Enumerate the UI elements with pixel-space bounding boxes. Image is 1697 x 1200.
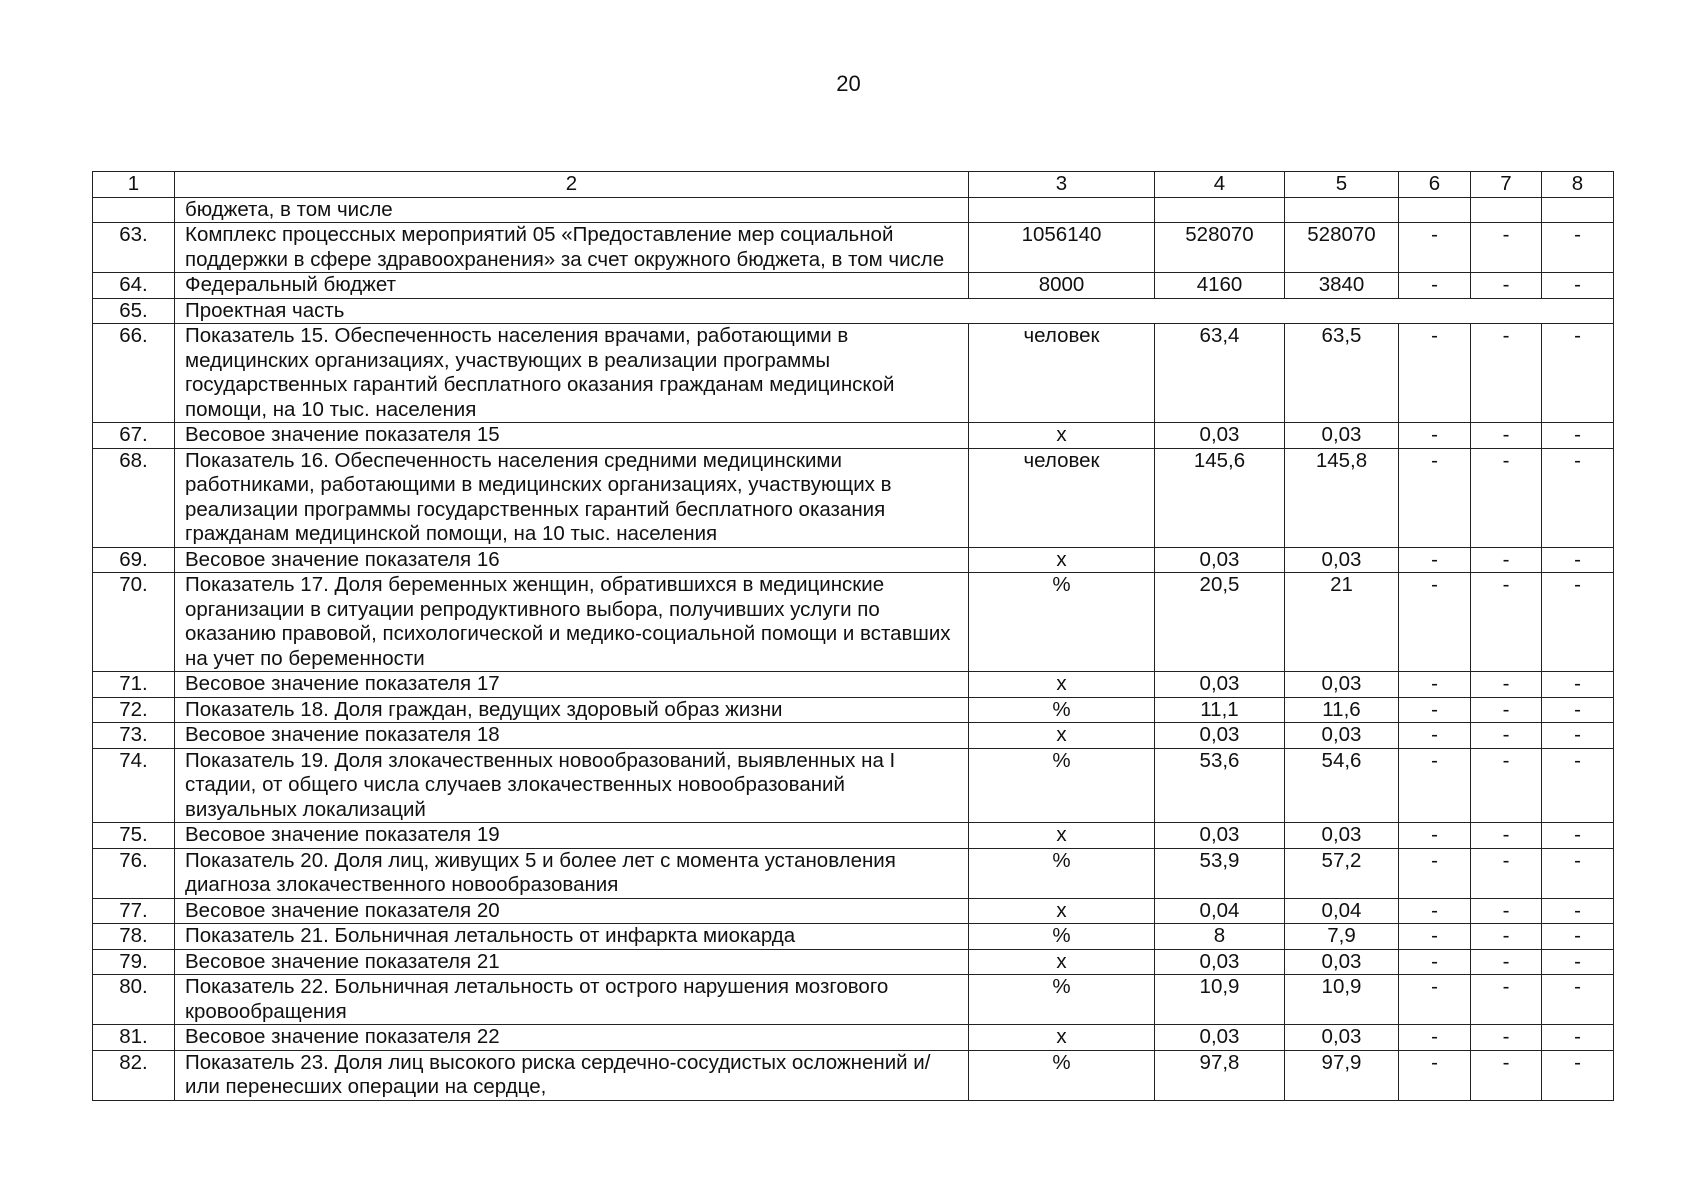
row-number: 82. (93, 1050, 175, 1100)
value-cell: 11,6 (1285, 697, 1399, 723)
value-cell: - (1471, 423, 1542, 449)
unit-cell: х (969, 823, 1155, 849)
unit-cell: человек (969, 448, 1155, 547)
value-cell: - (1399, 848, 1471, 898)
table-row (93, 423, 1614, 449)
value-cell: - (1399, 273, 1471, 299)
value-cell: - (1471, 1050, 1542, 1100)
unit-cell: х (969, 423, 1155, 449)
value-cell: - (1399, 423, 1471, 449)
unit-cell: % (969, 924, 1155, 950)
row-name: Показатель 17. Доля беременных женщин, обратившихся в медицинские организации в ситуации репродуктивного выбора, получивших услуги по оказанию правовой, психологической и медико-социальной помощи и вставших на учет по беременности (175, 573, 969, 672)
unit-cell: 1056140 (969, 223, 1155, 273)
continuation-text: бюджета, в том числе (175, 197, 969, 223)
value-cell: - (1471, 848, 1542, 898)
row-name: Показатель 21. Больничная летальность от инфаркта миокарда (175, 924, 969, 950)
table-row (93, 573, 1614, 672)
value-cell: 97,9 (1285, 1050, 1399, 1100)
table-row (93, 1050, 1614, 1100)
column-number-row (93, 172, 1614, 198)
empty-cell (969, 197, 1155, 223)
column-header: 2 (175, 172, 969, 198)
empty-cell (1542, 197, 1614, 223)
row-number: 70. (93, 573, 175, 672)
value-cell: 57,2 (1285, 848, 1399, 898)
value-cell: 0,03 (1155, 423, 1285, 449)
table-row (93, 949, 1614, 975)
unit-cell: % (969, 573, 1155, 672)
value-cell: - (1471, 324, 1542, 423)
value-cell: 0,03 (1285, 723, 1399, 749)
unit-cell: % (969, 975, 1155, 1025)
table-row (93, 697, 1614, 723)
value-cell: 0,03 (1155, 1025, 1285, 1051)
unit-cell: человек (969, 324, 1155, 423)
unit-cell: х (969, 723, 1155, 749)
value-cell: 0,04 (1285, 898, 1399, 924)
unit-cell: х (969, 672, 1155, 698)
row-name: Показатель 16. Обеспеченность населения средними медицинскими работниками, работающими в медицинских организациях, участвующих в реализации программы государственных гарантий бесплатного оказания гражданам медицинской помощи, на 10 тыс. населения (175, 448, 969, 547)
value-cell: - (1542, 823, 1614, 849)
row-number: 80. (93, 975, 175, 1025)
value-cell: 0,03 (1285, 547, 1399, 573)
table-row (93, 672, 1614, 698)
value-cell: 145,6 (1155, 448, 1285, 547)
unit-cell: х (969, 1025, 1155, 1051)
value-cell: 53,9 (1155, 848, 1285, 898)
value-cell: - (1471, 697, 1542, 723)
row-number: 64. (93, 273, 175, 299)
table-row (93, 223, 1614, 273)
value-cell: - (1399, 1050, 1471, 1100)
value-cell: - (1471, 924, 1542, 950)
column-header: 8 (1542, 172, 1614, 198)
unit-cell: % (969, 1050, 1155, 1100)
value-cell: 0,03 (1155, 547, 1285, 573)
value-cell: - (1399, 975, 1471, 1025)
table-row (93, 547, 1614, 573)
value-cell: - (1471, 273, 1542, 299)
value-cell: - (1399, 573, 1471, 672)
row-number: 77. (93, 898, 175, 924)
row-name: Показатель 20. Доля лиц, живущих 5 и более лет с момента установления диагноза злокачественного новообразования (175, 848, 969, 898)
value-cell: 54,6 (1285, 748, 1399, 823)
row-number-cell (93, 197, 175, 223)
value-cell: 7,9 (1285, 924, 1399, 950)
row-number: 73. (93, 723, 175, 749)
row-name: Показатель 15. Обеспеченность населения врачами, работающими в медицинских организациях, участвующих в реализации программы государственных гарантий бесплатного оказания гражданам медицинской помощи, на 10 тыс. населения (175, 324, 969, 423)
value-cell: 0,03 (1155, 723, 1285, 749)
value-cell: - (1399, 672, 1471, 698)
value-cell: 53,6 (1155, 748, 1285, 823)
value-cell: - (1542, 547, 1614, 573)
value-cell: 10,9 (1285, 975, 1399, 1025)
unit-cell: х (969, 898, 1155, 924)
value-cell: - (1471, 748, 1542, 823)
value-cell: 0,03 (1285, 1025, 1399, 1051)
value-cell: 528070 (1285, 223, 1399, 273)
unit-cell: % (969, 697, 1155, 723)
value-cell: - (1542, 697, 1614, 723)
value-cell: - (1542, 573, 1614, 672)
row-number: 63. (93, 223, 175, 273)
row-name: Весовое значение показателя 15 (175, 423, 969, 449)
value-cell: - (1542, 723, 1614, 749)
value-cell: - (1542, 273, 1614, 299)
row-number: 79. (93, 949, 175, 975)
value-cell: 0,04 (1155, 898, 1285, 924)
unit-cell: х (969, 547, 1155, 573)
value-cell: - (1542, 924, 1614, 950)
row-name: Весовое значение показателя 17 (175, 672, 969, 698)
row-name: Проектная часть (175, 298, 1614, 324)
value-cell: 0,03 (1155, 823, 1285, 849)
value-cell: - (1399, 223, 1471, 273)
value-cell: - (1542, 898, 1614, 924)
row-number: 78. (93, 924, 175, 950)
value-cell: 4160 (1155, 273, 1285, 299)
table-row (93, 924, 1614, 950)
continuation-row (93, 197, 1614, 223)
value-cell: - (1399, 1025, 1471, 1051)
value-cell: - (1542, 223, 1614, 273)
unit-cell: % (969, 848, 1155, 898)
value-cell: 0,03 (1285, 949, 1399, 975)
value-cell: - (1399, 924, 1471, 950)
row-number: 75. (93, 823, 175, 849)
row-name: Комплекс процессных мероприятий 05 «Предоставление мер социальной поддержки в сфере здравоохранения» за счет окружного бюджета, в том числе (175, 223, 969, 273)
value-cell: 0,03 (1155, 949, 1285, 975)
value-cell: - (1471, 223, 1542, 273)
value-cell: - (1542, 423, 1614, 449)
value-cell: - (1399, 547, 1471, 573)
value-cell: - (1542, 1050, 1614, 1100)
value-cell: - (1471, 672, 1542, 698)
column-header: 5 (1285, 172, 1399, 198)
value-cell: - (1399, 823, 1471, 849)
column-header: 4 (1155, 172, 1285, 198)
value-cell: - (1471, 547, 1542, 573)
table-row (93, 848, 1614, 898)
value-cell: - (1471, 573, 1542, 672)
value-cell: 0,03 (1285, 823, 1399, 849)
unit-cell: х (969, 949, 1155, 975)
column-header: 1 (93, 172, 175, 198)
value-cell: 10,9 (1155, 975, 1285, 1025)
value-cell: - (1471, 823, 1542, 849)
row-number: 69. (93, 547, 175, 573)
column-header: 6 (1399, 172, 1471, 198)
value-cell: - (1542, 975, 1614, 1025)
value-cell: - (1399, 723, 1471, 749)
row-name: Весовое значение показателя 20 (175, 898, 969, 924)
row-number: 71. (93, 672, 175, 698)
column-header: 7 (1471, 172, 1542, 198)
value-cell: - (1542, 448, 1614, 547)
row-name: Показатель 18. Доля граждан, ведущих здоровый образ жизни (175, 697, 969, 723)
value-cell: 21 (1285, 573, 1399, 672)
value-cell: - (1542, 324, 1614, 423)
row-number: 81. (93, 1025, 175, 1051)
value-cell: - (1542, 748, 1614, 823)
table-row (93, 823, 1614, 849)
row-name: Весовое значение показателя 21 (175, 949, 969, 975)
value-cell: 63,5 (1285, 324, 1399, 423)
value-cell: 145,8 (1285, 448, 1399, 547)
unit-cell: % (969, 748, 1155, 823)
page-number: 20 (836, 71, 861, 96)
row-number: 67. (93, 423, 175, 449)
column-header: 3 (969, 172, 1155, 198)
value-cell: 0,03 (1285, 423, 1399, 449)
row-number: 76. (93, 848, 175, 898)
row-name: Показатель 23. Доля лиц высокого риска сердечно-сосудистых осложнений и/или перенесших операции на сердце, (175, 1050, 969, 1100)
table-row (93, 723, 1614, 749)
table-row (93, 324, 1614, 423)
table-row (93, 748, 1614, 823)
unit-cell: 8000 (969, 273, 1155, 299)
value-cell: 20,5 (1155, 573, 1285, 672)
row-number: 66. (93, 324, 175, 423)
value-cell: - (1471, 898, 1542, 924)
row-name: Федеральный бюджет (175, 273, 969, 299)
value-cell: - (1542, 1025, 1614, 1051)
value-cell: - (1542, 848, 1614, 898)
row-name: Весовое значение показателя 18 (175, 723, 969, 749)
table-row (93, 273, 1614, 299)
table-row (93, 898, 1614, 924)
empty-cell (1155, 197, 1285, 223)
value-cell: 11,1 (1155, 697, 1285, 723)
value-cell: - (1471, 949, 1542, 975)
table-row (93, 448, 1614, 547)
value-cell: - (1399, 748, 1471, 823)
row-name: Весовое значение показателя 22 (175, 1025, 969, 1051)
value-cell: 528070 (1155, 223, 1285, 273)
value-cell: - (1399, 448, 1471, 547)
row-name: Весовое значение показателя 16 (175, 547, 969, 573)
table-row (93, 1025, 1614, 1051)
table-row (93, 298, 1614, 324)
row-name: Показатель 22. Больничная летальность от острого нарушения мозгового кровообращения (175, 975, 969, 1025)
value-cell: - (1471, 975, 1542, 1025)
empty-cell (1399, 197, 1471, 223)
value-cell: - (1471, 448, 1542, 547)
row-number: 68. (93, 448, 175, 547)
value-cell: - (1399, 697, 1471, 723)
value-cell: 3840 (1285, 273, 1399, 299)
value-cell: 97,8 (1155, 1050, 1285, 1100)
empty-cell (1285, 197, 1399, 223)
value-cell: - (1399, 324, 1471, 423)
row-name: Весовое значение показателя 19 (175, 823, 969, 849)
value-cell: - (1542, 672, 1614, 698)
indicator-table (92, 171, 1614, 1101)
value-cell: - (1399, 898, 1471, 924)
table-row (93, 975, 1614, 1025)
empty-cell (1471, 197, 1542, 223)
value-cell: 0,03 (1285, 672, 1399, 698)
value-cell: - (1542, 949, 1614, 975)
row-number: 72. (93, 697, 175, 723)
value-cell: 0,03 (1155, 672, 1285, 698)
value-cell: - (1471, 723, 1542, 749)
value-cell: 8 (1155, 924, 1285, 950)
value-cell: - (1471, 1025, 1542, 1051)
row-name: Показатель 19. Доля злокачественных новообразований, выявленных на I стадии, от общего числа случаев злокачественных новообразований визуальных локализаций (175, 748, 969, 823)
value-cell: - (1399, 949, 1471, 975)
value-cell: 63,4 (1155, 324, 1285, 423)
row-number: 74. (93, 748, 175, 823)
row-number: 65. (93, 298, 175, 324)
